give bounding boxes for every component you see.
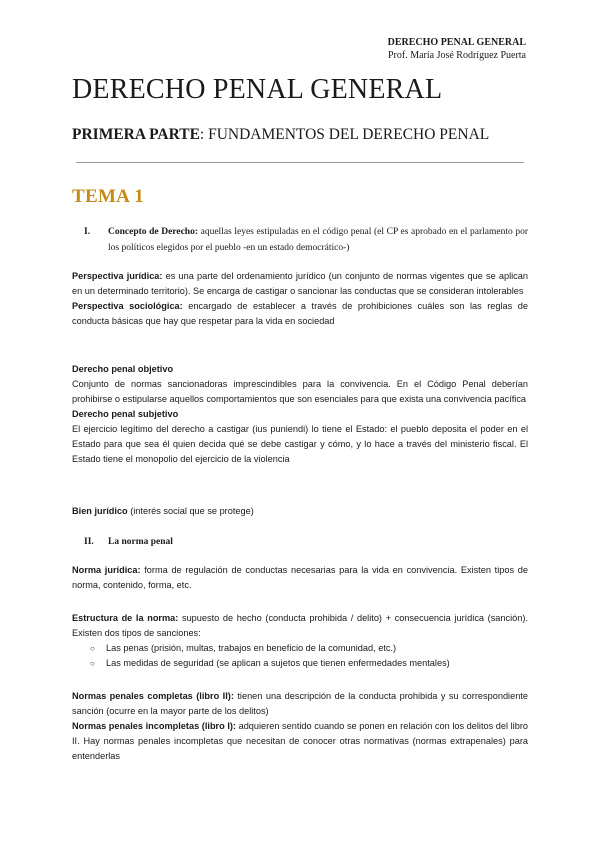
incompletas-text: adquieren sentido cuando se ponen en relación con los delitos del libro II. Hay normas penales incompletas que necesitan de conocer otras normativas (normas extrapenales) para entenderlas [72,721,528,761]
circle-bullet-icon: ○ [90,644,95,653]
bien-juridico [72,504,528,519]
completas-term: Normas penales completas (libro II): [72,691,234,701]
circle-bullet-icon: ○ [90,659,95,668]
perspective-juridica [72,269,528,299]
horizontal-divider [76,162,524,163]
perspectives-block [72,269,528,329]
derecho-objetivo-block [72,362,528,467]
incompletas-term: Normas penales incompletas (libro I): [72,721,236,731]
sanciones-list [72,641,528,671]
normas-completas-block [72,689,528,764]
section-term: Concepto de Derecho: [108,227,198,237]
section-norma-penal [84,534,528,550]
norma-text: forma de regulación de conductas necesarias para la vida en convivencia. Existen tipos de norma, contenido, forma, etc. [72,565,528,590]
section-number: II. [84,537,94,547]
page-header [388,36,526,62]
perspective-sociologica [72,299,528,329]
section-title: La norma penal [108,537,173,547]
subjetivo-text: El ejercicio legítimo del derecho a castigar (ius puniendi) lo tiene el Estado: el pueblo deposita el poder en el Estado para que sea él quien decida qué se debe castigar y cómo, y lo hace a través del ministerio fiscal. El Estado tiene el monopolio del ejercicio de la violencia [72,424,528,464]
section-text: aquellas leyes estipuladas en el código penal (el CP es aprobado en el parlamento por los políticos elegidos por el pueblo -en un estado democrático-) [108,227,528,253]
perspective-text: encargado de establecer a través de prohibiciones cuáles son las reglas de conducta básicas que hay que respetar para la vida en sociedad [72,301,528,326]
header-course: DERECHO PENAL GENERAL [387,37,526,48]
header-professor: Prof. María José Rodríguez Puerta [387,50,526,61]
normas-incompletas [72,719,528,764]
tema-heading: TEMA 1 [72,186,145,207]
subtitle-part: PRIMERA PARTE [72,126,200,143]
norma-term: Norma jurídica: [72,565,141,575]
estructura-term: Estructura de la norma: [72,613,179,623]
document-title: DERECHO PENAL GENERAL [72,74,443,105]
perspective-term: Perspectiva jurídica: [72,271,163,281]
bien-term: Bien jurídico [72,506,128,516]
list-item-text: Las penas (prisión, multas, trabajos en beneficio de la comunidad, etc.) [106,643,397,653]
completas-text: tienen una descripción de la conducta prohibida y su correspondiente sanción (ocurre en la mayor parte de los delitos) [72,691,528,716]
estructura-norma [72,611,528,671]
perspective-term: Perspectiva sociológica: [72,301,183,311]
estructura-text: supuesto de hecho (conducta prohibida / delito) + consecuencia jurídica (sanción). Existen dos tipos de sanciones: [72,613,528,638]
objetivo-text: Conjunto de normas sancionadoras imprescindibles para la convivencia. En el Código Penal deberían prohibirse o estipularse aquellos comportamientos que son esenciales para que exista una convivencia pacífica [72,379,528,404]
section-number: I. [84,227,91,237]
section-concepto-derecho [84,224,528,256]
list-item [72,641,528,656]
list-item [72,656,528,671]
bien-text: (interés social que se protege) [127,506,254,516]
list-item-text: Las medidas de seguridad (se aplican a sujetos que tienen enfermedades mentales) [106,658,450,668]
norma-juridica [72,563,528,593]
perspective-text: es una parte del ordenamiento jurídico (un conjunto de normas vigentes que se aplican en un determinado territorio). Se encarga de castigar o sancionar las conductas que se consideran intolerables [72,271,528,296]
subtitle-rest: : FUNDAMENTOS DEL DERECHO PENAL [199,126,490,143]
normas-completas [72,689,528,719]
document-subtitle [72,126,489,144]
subjetivo-heading: Derecho penal subjetivo [72,409,179,419]
objetivo-heading: Derecho penal objetivo [72,364,174,374]
